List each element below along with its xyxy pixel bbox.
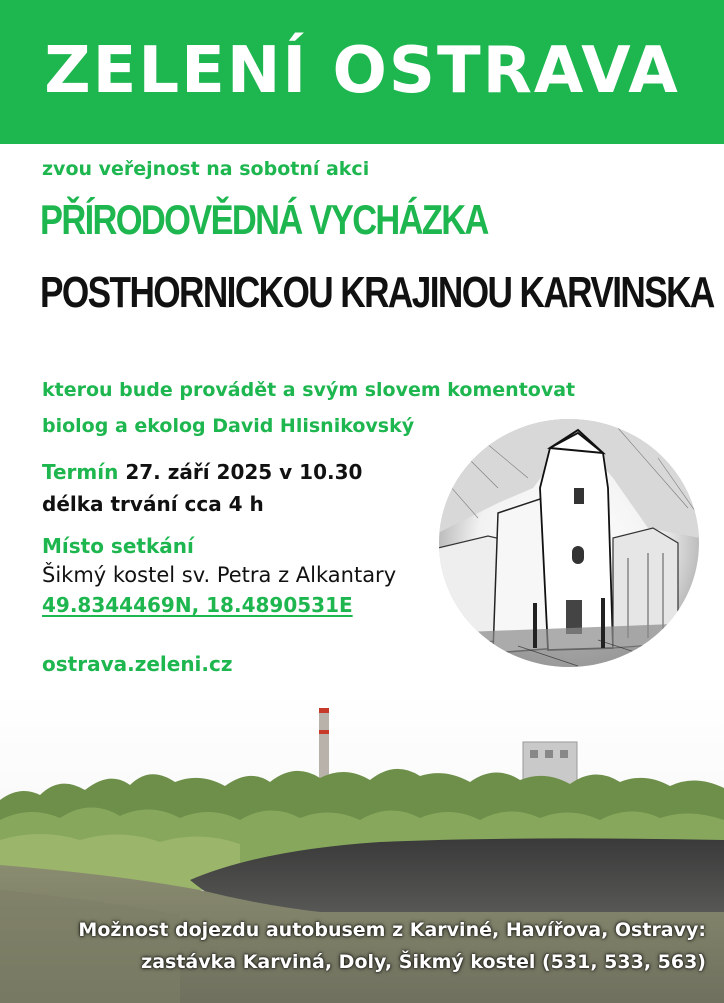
schedule — [42, 456, 362, 520]
coordinates-link[interactable]: 49.8344469N, 18.4890531E — [42, 593, 353, 617]
transport-info — [0, 914, 724, 978]
transport-line-2: zastávka Karviná, Doly, Šikmý kostel (531, 533, 563) — [141, 951, 706, 973]
event-subtitle: POSTHORNICKOU KRAJINOU KARVINSKA — [40, 268, 714, 317]
church-sketch-graphic — [438, 418, 700, 668]
website-text: ostrava.zeleni.cz — [42, 652, 233, 676]
header-banner — [0, 0, 724, 144]
guide-line-2: biolog a ekolog David Hlisnikovský — [42, 415, 415, 437]
meeting-label: Místo setkání — [42, 534, 194, 558]
term-value: 27. září 2025 v 10.30 — [125, 460, 363, 484]
term-line — [42, 456, 362, 488]
term-label: Termín — [42, 460, 119, 484]
header-title: ZELENÍ OSTRAVA — [44, 34, 680, 108]
church-sketch — [438, 418, 700, 668]
event-title: PŘÍRODOVĚDNÁ VYCHÁZKA — [40, 196, 488, 243]
transport-line-1: Možnost dojezdu autobusem z Karviné, Havířova, Ostravy: — [78, 919, 706, 941]
meeting-place: Šikmý kostel sv. Petra z Alkantary — [42, 563, 397, 587]
guide-line-1: kterou bude provádět a svým slovem komentovat — [42, 379, 576, 401]
invite-line: zvou veřejnost na sobotní akci — [42, 158, 370, 180]
duration-line: délka trvání cca 4 h — [42, 492, 264, 516]
